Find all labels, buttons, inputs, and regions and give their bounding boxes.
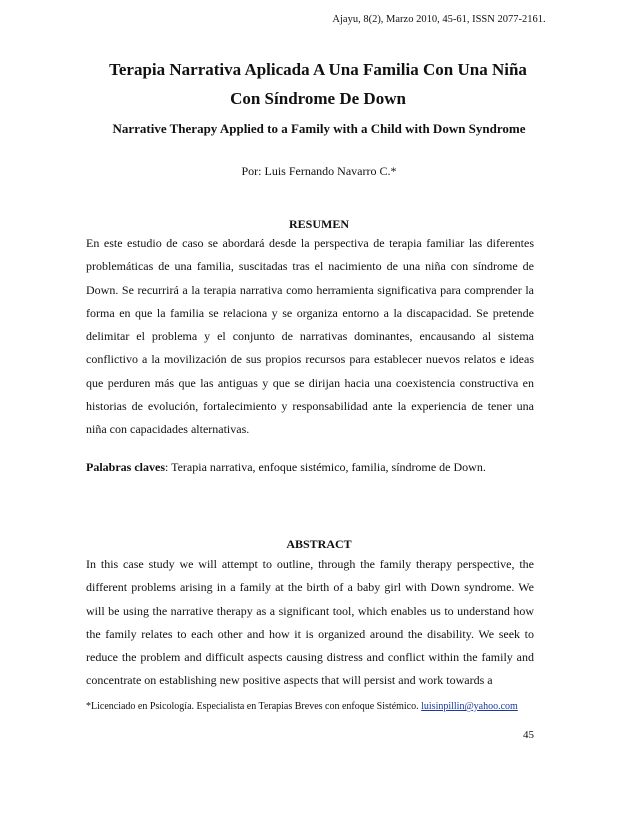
abstract-heading: ABSTRACT — [286, 537, 352, 551]
resumen-heading: RESUMEN — [288, 217, 349, 231]
keywords-text: : Terapia narrativa, enfoque sistémico, familia, síndrome de Down. — [165, 460, 486, 474]
keywords — [86, 457, 534, 477]
resumen-body: En este estudio de caso se abordará desde la perspectiva de terapia familiar las diferentes problemáticas de una familia, suscitadas tras el nacimiento de una niña con síndrome de Down. Se recurrirá a la terapia narrativa como herramienta significativa para comprender la forma en que la familia se relaciona y se organiza entorno a la discapacidad. Se pretende delimitar el problema y el conjunto de narrativas dominantes, encausando al sistema conflictivo a la movilización de sus propios recursos para establecer nuevos relatos e ideas que perduren más que las antiguas y que se dirijan hacia una coexistencia constructiva en historias de evolución, fortalecimiento y responsabilidad ante la experiencia de tener una niña con capacidades alternativas. — [86, 236, 534, 437]
title-line-1: Terapia Narrativa Aplicada A Una Familia Con Una Niña — [109, 60, 527, 79]
english-subtitle: Narrative Therapy Applied to a Family with a Child with Down Syndrome — [112, 121, 526, 136]
abstract-body: In this case study we will attempt to outline, through the family therapy perspective, the different problems arising in a family at the birth of a baby girl with Down syndrome. We will be using the narrative therapy as a significant tool, which enables us to understand how the family relates to each other and how it is organized around the disability. We seek to reduce the problem and difficult aspects causing distress and conflict within the family and concentrate on establishing new positive aspects that will persist and work towards a — [86, 557, 534, 688]
keywords-label: Palabras claves — [86, 460, 165, 474]
author-footnote — [86, 701, 556, 712]
title-line-2: Con Síndrome De Down — [230, 89, 406, 108]
author-email-link[interactable]: luisinpillin@yahoo.com — [421, 701, 518, 712]
journal-citation: Ajayu, 8(2), Marzo 2010, 45-61, ISSN 2077-2161. — [332, 14, 546, 25]
page-number: 45 — [523, 729, 534, 741]
author-line: Por: Luis Fernando Navarro C.* — [241, 164, 397, 178]
footnote-text: *Licenciado en Psicología. Especialista en Terapias Breves con enfoque Sistémico. — [86, 701, 422, 712]
